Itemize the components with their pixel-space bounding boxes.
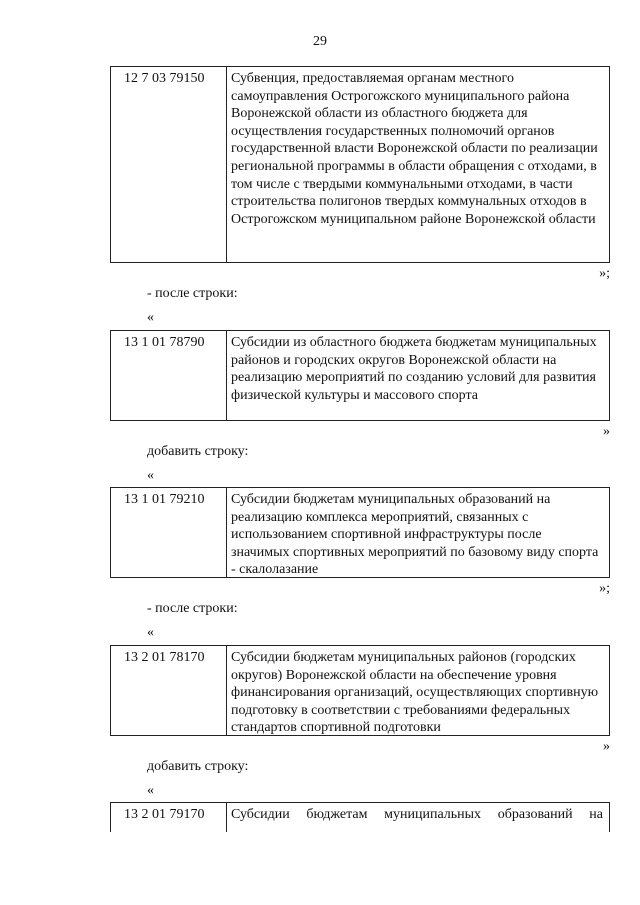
budget-code: 12 7 03 79150 xyxy=(111,67,227,262)
instruction-text: добавить строку: xyxy=(147,444,249,459)
row-description: Субсидии бюджетам муниципальных районов (городских округов) Воронежской области на обеспечение уровня финансирования организаций, осуществляющих спортивную подготовку в соответствии с требованиями федеральных стандартов спортивной подготовки xyxy=(231,650,599,736)
opening-quote: « xyxy=(147,310,154,325)
row-description: Субвенция, предоставляемая органам местного самоуправления Острогожского муниципального района Воронежской области из областного бюджета для осуществления государственных полномочий органов государственной власти Воронежской области по реализации региональной программы в области обращения с отходами, в том числе с твердыми коммунальными отходами, в части строительства полигонов твердых коммунальных отходов в Острогожском муниципальном районе Воронежской области xyxy=(231,71,598,227)
instruction-text: - после строки: xyxy=(147,286,238,301)
budget-code: 13 2 01 78170 xyxy=(111,646,227,735)
table-row xyxy=(110,330,610,421)
table-row xyxy=(110,66,610,263)
row-description: Субсидии из областного бюджета бюджетам муниципальных районов и городских округов Воронежской области на реализацию мероприятий по созданию условий для развития физической культуры и массового спорта xyxy=(231,335,597,403)
table-row xyxy=(110,487,610,578)
budget-code: 13 1 01 78790 xyxy=(111,331,227,420)
instruction-text: добавить строку: xyxy=(147,759,249,774)
table-row xyxy=(110,645,610,736)
page-number: 29 xyxy=(313,34,327,49)
closing-quote: »; xyxy=(599,581,610,596)
instruction-text: - после строки: xyxy=(147,601,238,616)
closing-quote: » xyxy=(603,424,610,439)
budget-code: 13 2 01 79170 xyxy=(111,803,227,832)
row-description: Субсидии бюджетам муниципальных образований на xyxy=(231,807,603,822)
opening-quote: « xyxy=(147,625,154,640)
opening-quote: « xyxy=(147,468,154,483)
closing-quote: » xyxy=(603,739,610,754)
closing-quote: »; xyxy=(599,266,610,281)
row-description: Субсидии бюджетам муниципальных образований на реализацию комплекса мероприятий, связанных с использованием спортивной инфраструктуры после значимых спортивных мероприятий по базовому виду спорта - скалолазание xyxy=(231,492,599,578)
table-row xyxy=(110,802,610,832)
budget-code: 13 1 01 79210 xyxy=(111,488,227,577)
opening-quote: « xyxy=(147,783,154,798)
